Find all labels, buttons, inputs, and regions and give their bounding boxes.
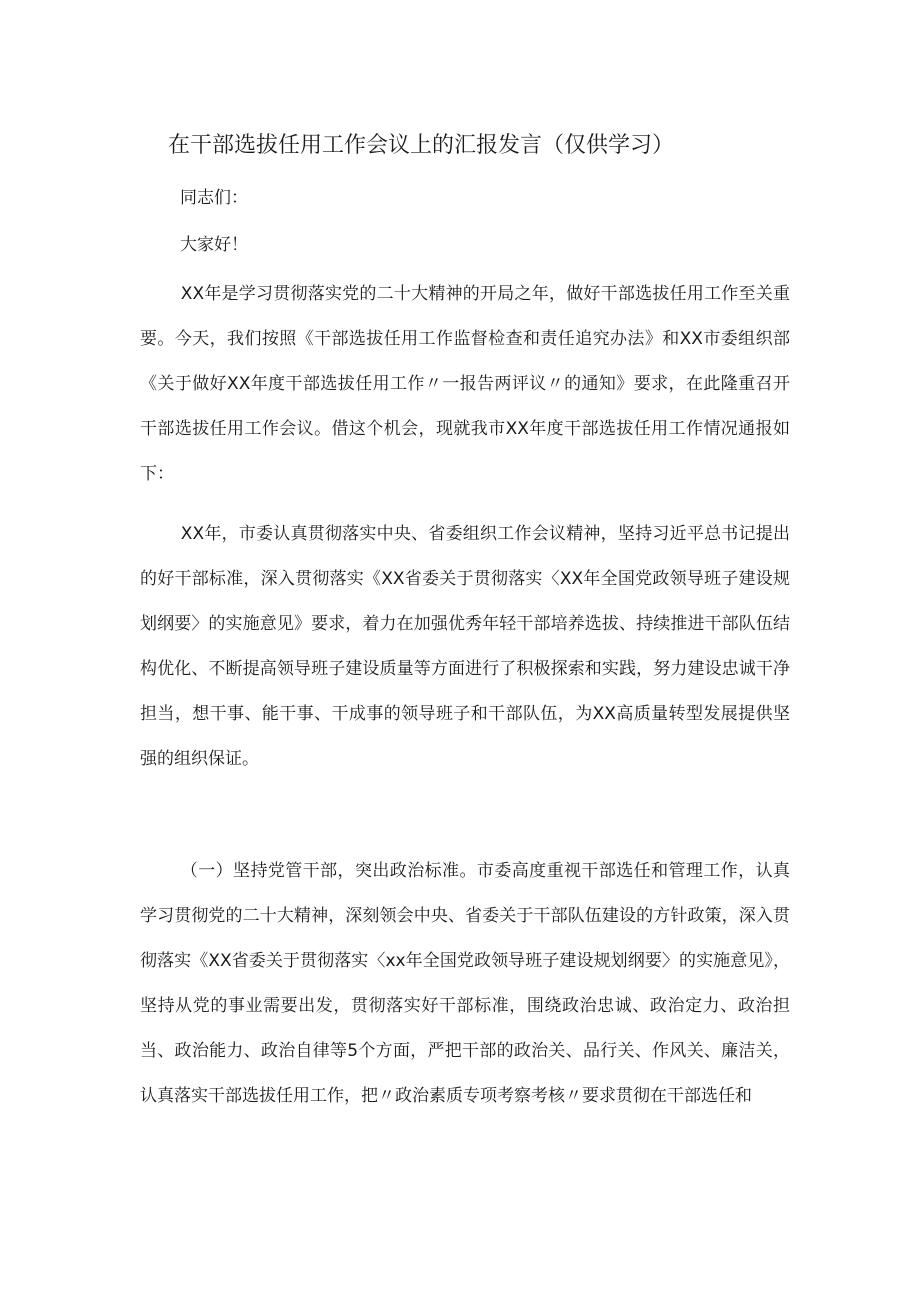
body-paragraph: XX年是学习贯彻落实党的二十大精神的开局之年，做好干部选拔任用工作至关重要。今天，我们按照《干部选拔任用工作监督检查和责任追究办法》和XX市委组织部《关于做好XX年度干部选拔任用工作〃一报告两评议〃的通知》要求，在此隆重召开干部选拔任用工作会议。借这个机会，现就我市XX年度干部选拔任用工作情况通报如下： — [140, 284, 790, 484]
body-paragraph: （一）坚持党管干部，突出政治标准。市委高度重视干部选任和管理工作，认真学习贯彻党的二十大精神，深刻领会中央、省委关于干部队伍建设的方针政策，深入贯彻落实《XX省委关于贯彻落实〈xx年全国党政领导班子建设规划纲要〉的实施意见》，坚持从党的事业需要出发，贯彻落实好干部标准，围绕政治忠诚、政治定力、政治担当、政治能力、政治自律等5个方面，严把干部的政治关、品行关、作风关、廉洁关，认真落实干部选拔任用工作，把〃政治素质专项考察考核〃要求贯彻在干部选任和 — [140, 861, 790, 1106]
body-paragraph: XX年，市委认真贯彻落实中央、省委组织工作会议精神，坚持习近平总书记提出的好干部标准，深入贯彻落实《XX省委关于贯彻落实〈XX年全国党政领导班子建设规划纲要〉的实施意见》要求，着力在加强优秀年轻干部培养选拔、持续推进干部队伍结构优化、不断提高领导班子建设质量等方面进行了积极探索和实践，努力建设忠诚干净担当，想干事、能干事、干成事的领导班子和干部队伍，为XX高质量转型发展提供坚强的组织保证。 — [140, 524, 790, 769]
greeting: 大家好！ — [180, 235, 248, 255]
salutation: 同志们： — [180, 188, 248, 208]
document-title: 在干部选拔任用工作会议上的汇报发言（仅供学习） — [168, 133, 675, 158]
